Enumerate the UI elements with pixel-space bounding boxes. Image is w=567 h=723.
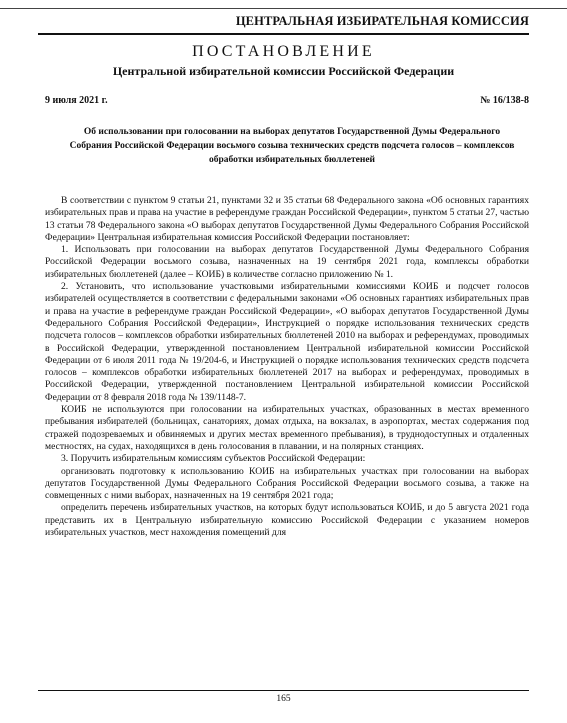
paragraph-item-1: 1. Использовать при голосовании на выборах депутатов Государственной Думы Федерального Собрания Российской Федерации восьмого созыва, назначенных на 19 сентября 2021 года, комплексы обработки избирательных бюллетеней (далее – КОИБ) в количестве согласно приложению № 1. [45, 244, 529, 280]
running-head [0, 0, 567, 40]
document-title: Об использовании при голосовании на выборах депутатов Государственной Думы Федерального Собрания Российской Федерации восьмого созыва технических средств подсчета голосов – комплексов обработки избирательных бюллетеней [69, 127, 515, 165]
document-type: ПОСТАНОВЛЕНИЕ [192, 43, 375, 60]
paragraph-preamble: В соответствии с пунктом 9 статьи 21, пунктами 32 и 35 статьи 68 Федерального закона «Об основных гарантиях избирательных прав и права на участие в референдуме граждан Российской Федерации», пунктом 5 статьи 27, частью 13 статьи 78 Федерального закона «О выборах депутатов Государственной Думы Федерального Собрания Российской Федерации» Центральная избирательная комиссия Российской Федерации постановляет: [45, 195, 529, 243]
document-body [45, 195, 529, 683]
page-footer [38, 690, 529, 715]
paragraph-item-3: 3. Поручить избирательным комиссиям субъектов Российской Федерации: [61, 453, 366, 465]
document-date: 9 июля 2021 г. [45, 95, 108, 106]
paragraph-item-3-determine: определить перечень избирательных участков, на которых будут использоваться КОИБ, и до 5 августа 2021 года представить их в Центральную избирательную комиссию Российской Федерации с указанием номеров избирательных участков, мест нахождения помещений для [45, 502, 529, 539]
header-rule [38, 33, 529, 35]
top-rule [0, 8, 567, 9]
paragraph-item-3-organize: организовать подготовку к использованию КОИБ на избирательных участках при голосовании на выборах депутатов Государственной Думы Федерального Собрания Российской Федерации восьмого созыва, а также на совмещенных с ними выборах, назначенных на 19 сентября 2021 года; [45, 465, 529, 502]
page-number: 165 [276, 694, 291, 704]
paragraph-koib-exclusions: КОИБ не используются при голосовании на избирательных участках, образованных в местах временного пребывания избирателей (больницах, санаториях, домах отдыха, на вокзалах, в аэропортах, местах содержания под стражей подозреваемых и обвиняемых и других местах временного пребывания), в труднодоступных и отдаленных местностях, на судах, находящихся в день голосования в плавании, и на полярных станциях. [45, 404, 529, 452]
document-issuer: Центральной избирательной комиссии Российской Федерации [112, 64, 455, 78]
document-number: № 16/138-8 [480, 95, 529, 106]
running-title: ЦЕНТРАЛЬНАЯ ИЗБИРАТЕЛЬНАЯ КОМИССИЯ [235, 14, 529, 28]
paragraph-item-2: 2. Установить, что использование участковыми избирательными комиссиями КОИБ и подсчет голосов избирателей осуществляется в соответствии с федеральными законами «Об основных гарантиях избирательных прав и права на участие в референдуме граждан Российской Федерации», «О выборах депутатов Государственной Думы Федерального Собрания Российской Федерации», Инструкцией о порядке использования технических средств подсчета голосов – комплексов обработки избирательных бюллетеней 2010 на выборах и референдумах, проводимых в Российской Федерации, утвержденной постановлением Центральной избирательной комиссии Российской Федерации от 6 июля 2011 года № 19/204-6, и Инструкцией о порядке использования технических средств подсчета голосов – комплексов обработки избирательных бюллетеней 2017 на выборах и референдумах, проводимых в Российской Федерации, утвержденной постановлением Центральной избирательной комиссии Российской Федерации от 8 февраля 2018 года № 139/1148-7. [45, 281, 529, 403]
